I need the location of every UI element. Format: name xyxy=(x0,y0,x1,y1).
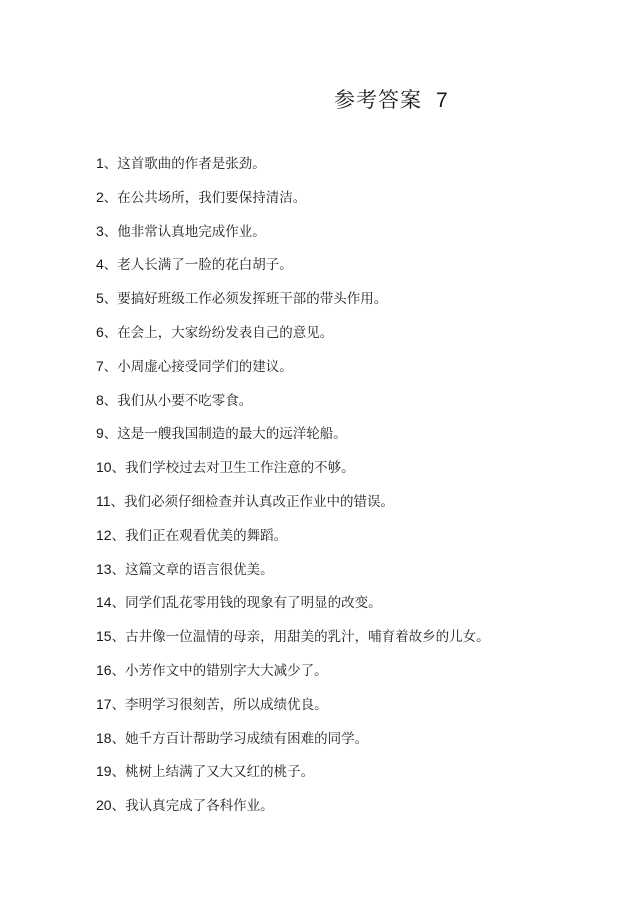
answer-text: 、这篇文章的语言很优美。 xyxy=(111,561,274,578)
answer-item xyxy=(96,794,490,828)
answer-text: 、同学们乱花零用钱的现象有了明显的改变。 xyxy=(111,595,382,612)
answer-item xyxy=(96,693,490,727)
answer-text: 、桃树上结满了又大又红的桃子。 xyxy=(111,764,315,781)
answer-number: 3 xyxy=(96,222,104,239)
answer-text: 、他非常认真地完成作业。 xyxy=(103,223,266,240)
answer-text: 、我们正在观看优美的舞蹈。 xyxy=(111,527,288,544)
answer-number: 16 xyxy=(96,661,112,678)
title-text: 参考答案 xyxy=(334,88,422,112)
answer-text: 、她千方百计帮助学习成绩有困难的同学。 xyxy=(111,730,369,747)
answer-number: 5 xyxy=(96,290,104,307)
answer-text: 、老人长满了一脸的花白胡子。 xyxy=(103,257,293,274)
answer-number: 2 xyxy=(96,188,104,205)
answer-item xyxy=(96,422,490,456)
answer-item xyxy=(96,253,490,287)
answer-text: 、在会上，大家纷纷发表自己的意见。 xyxy=(103,324,334,341)
answer-number: 4 xyxy=(96,256,104,273)
answer-number: 13 xyxy=(96,560,112,577)
page-title xyxy=(334,84,449,114)
answer-number: 14 xyxy=(96,594,112,611)
answer-item xyxy=(96,186,490,220)
answer-item xyxy=(96,760,490,794)
answer-number: 11 xyxy=(96,492,111,509)
answer-text: 、这是一艘我国制造的最大的远洋轮船。 xyxy=(103,426,347,443)
answer-number: 19 xyxy=(96,763,112,780)
answer-item xyxy=(96,727,490,761)
answer-text: 、我们必须仔细检查并认真改正作业中的错误。 xyxy=(110,493,395,510)
answer-item xyxy=(96,524,490,558)
answer-text: 、李明学习很刻苦，所以成绩优良。 xyxy=(111,696,328,713)
answer-item xyxy=(96,625,490,659)
answer-item xyxy=(96,355,490,389)
answer-number: 12 xyxy=(96,526,112,543)
answer-number: 10 xyxy=(96,459,112,476)
answer-text: 、在公共场所，我们要保持清洁。 xyxy=(103,189,307,206)
answer-number: 6 xyxy=(96,323,104,340)
answer-text: 、我们从小要不吃零食。 xyxy=(103,392,253,409)
answer-text: 、小芳作文中的错别字大大减少了。 xyxy=(111,662,328,679)
answer-text: 、我们学校过去对卫生工作注意的不够。 xyxy=(111,460,355,477)
answer-number: 17 xyxy=(96,695,112,712)
answer-number: 15 xyxy=(96,628,112,645)
answer-text: 、我认真完成了各科作业。 xyxy=(111,798,274,815)
answer-number: 8 xyxy=(96,391,104,408)
answer-item xyxy=(96,558,490,592)
answer-number: 1 xyxy=(96,155,104,171)
answer-item xyxy=(96,659,490,693)
answer-list xyxy=(96,152,490,828)
answer-item xyxy=(96,321,490,355)
answer-text: 、小周虚心接受同学们的建议。 xyxy=(103,358,293,375)
answer-item xyxy=(96,287,490,321)
answer-text: 、要搞好班级工作必须发挥班干部的带头作用。 xyxy=(103,291,388,308)
answer-item xyxy=(96,490,490,524)
answer-number: 20 xyxy=(96,797,112,814)
answer-item xyxy=(96,220,490,254)
answer-text: 、这首歌曲的作者是张劲。 xyxy=(103,156,266,172)
answer-item xyxy=(96,389,490,423)
answer-number: 18 xyxy=(96,729,112,746)
title-number: 7 xyxy=(436,89,449,112)
answer-number: 7 xyxy=(96,357,104,374)
answer-item xyxy=(96,456,490,490)
answer-text: 、古井像一位温情的母亲，用甜美的乳汁，哺育着故乡的儿女。 xyxy=(111,629,490,646)
answer-item xyxy=(96,591,490,625)
answer-item xyxy=(96,152,490,186)
answer-number: 9 xyxy=(96,425,104,442)
